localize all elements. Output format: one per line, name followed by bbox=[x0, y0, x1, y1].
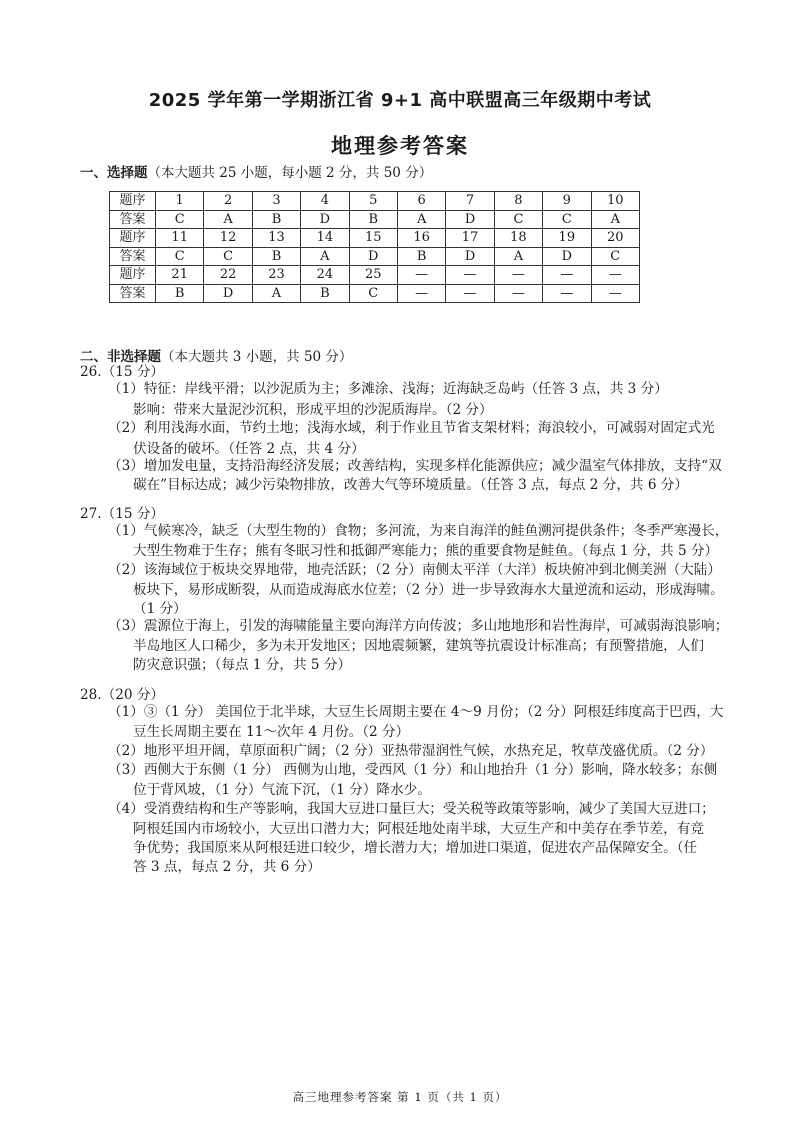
table-row-question-numbers bbox=[110, 266, 640, 285]
table-cell: D bbox=[446, 247, 494, 266]
section1-heading bbox=[80, 161, 432, 181]
table-cell: 25 bbox=[349, 266, 397, 285]
table-row-answers bbox=[110, 247, 640, 266]
q27-line: （2）该海域位于板块交界地带，地壳活跃；（2 分）南侧太平洋（大洋）板块俯冲到北侧美洲（大陆） bbox=[108, 562, 721, 578]
table-cell: D bbox=[204, 284, 252, 303]
table-cell: B bbox=[252, 210, 300, 229]
q28-line: 争优势；我国原来从阿根廷进口较少，增长潜力大；增加进口渠道，促进农产品保障安全。（任 bbox=[133, 840, 698, 856]
q27-line: 半岛地区人口稀少，多为未开发地区；因地震频繁，建筑等抗震设计标准高；有预警措施，人们 bbox=[133, 638, 704, 654]
table-cell: 18 bbox=[494, 229, 542, 248]
table-cell: 16 bbox=[397, 229, 445, 248]
table-cell: — bbox=[397, 266, 445, 285]
q26-line: （3）增加发电量，支持沿海经济发展；改善结构，实现多样化能源供应；减少温室气体排放，支持“双 bbox=[108, 458, 722, 474]
q26-line: （2）利用浅海水面，节约土地；浅海水域，利于作业且节省支架材料；海浪较小，可减弱对固定式光 bbox=[108, 420, 715, 436]
table-cell: B bbox=[397, 247, 445, 266]
section1-label: 一、选择题 bbox=[80, 165, 148, 181]
table-cell: — bbox=[494, 266, 542, 285]
table-cell: 6 bbox=[397, 192, 445, 211]
table-cell: 17 bbox=[446, 229, 494, 248]
q26-number: 26.（15 分） bbox=[80, 364, 165, 380]
table-cell: 8 bbox=[494, 192, 542, 211]
table-row-header: 题序 bbox=[110, 229, 156, 248]
table-cell: A bbox=[301, 247, 349, 266]
table-cell: 21 bbox=[156, 266, 204, 285]
q27-line: 大型生物难于生存；熊有冬眠习性和抵御严寒能力；熊的重要食物是鲑鱼。（每点 1 分，共 5 分） bbox=[133, 543, 719, 559]
table-cell: C bbox=[204, 247, 252, 266]
section2-label: 二、非选择题 bbox=[80, 349, 161, 365]
table-cell: 23 bbox=[252, 266, 300, 285]
table-cell: 22 bbox=[204, 266, 252, 285]
table-cell: — bbox=[591, 266, 639, 285]
table-cell: A bbox=[252, 284, 300, 303]
table-cell: C bbox=[494, 210, 542, 229]
table-cell: A bbox=[591, 210, 639, 229]
q26-line: 碳在”目标达成；减少污染物排放，改善大气等环境质量。（任答 3 点，每点 2 分，共 6 分） bbox=[133, 477, 688, 493]
table-cell: D bbox=[349, 247, 397, 266]
table-row-header: 题序 bbox=[110, 192, 156, 211]
table-cell: B bbox=[156, 284, 204, 303]
table-cell: 11 bbox=[156, 229, 204, 248]
table-cell: A bbox=[397, 210, 445, 229]
table-cell: D bbox=[446, 210, 494, 229]
q26-line: （1）特征：岸线平滑；以沙泥质为主；多滩涂、浅海；近海缺乏岛屿（任答 3 点，共 3 分） bbox=[108, 381, 668, 397]
q27-line: 板块下，易形成断裂，从而造成海底水位差；（2 分）进一步导致海水大量逆流和运动，形成海啸。 bbox=[133, 582, 724, 598]
table-cell: 10 bbox=[591, 192, 639, 211]
section1-note: （本大题共 25 小题，每小题 2 分，共 50 分） bbox=[147, 165, 433, 181]
table-cell: B bbox=[349, 210, 397, 229]
table-cell: — bbox=[446, 266, 494, 285]
table-cell: 15 bbox=[349, 229, 397, 248]
q28-line: 阿根廷国内市场较小，大豆出口潜力大；阿根廷地处南半球，大豆生产和中美存在季节差，有竞 bbox=[133, 821, 704, 837]
table-cell: A bbox=[494, 247, 542, 266]
table-cell: C bbox=[543, 210, 591, 229]
table-cell: 13 bbox=[252, 229, 300, 248]
table-cell: 24 bbox=[301, 266, 349, 285]
q28-line: 位于背风坡，（1 分）气流下沉，（1 分）降水少。 bbox=[133, 782, 431, 798]
q28-line: 答 3 点，每点 2 分，共 6 分） bbox=[133, 859, 321, 875]
table-row-question-numbers bbox=[110, 229, 640, 248]
table-cell: 9 bbox=[543, 192, 591, 211]
q26-line: 伏设备的破坏。（任答 2 点，共 4 分） bbox=[133, 441, 365, 457]
q27-line: 防灾意识强；（每点 1 分，共 5 分） bbox=[133, 657, 352, 673]
q28-number: 28.（20 分） bbox=[80, 687, 165, 703]
table-row-answers bbox=[110, 210, 640, 229]
table-cell: 20 bbox=[591, 229, 639, 248]
table-cell: C bbox=[349, 284, 397, 303]
table-cell: 7 bbox=[446, 192, 494, 211]
exam-title: 2025 学年第一学期浙江省 9+1 高中联盟高三年级期中考试 bbox=[148, 90, 652, 111]
q28-line: （1）③（1 分） 美国位于北半球，大豆生长周期主要在 4～9 月份；（2 分）阿根廷纬度高于巴西，大 bbox=[108, 704, 724, 720]
q27-number: 27.（15 分） bbox=[80, 506, 165, 522]
table-cell: 3 bbox=[252, 192, 300, 211]
table-cell: C bbox=[156, 247, 204, 266]
table-cell: 19 bbox=[543, 229, 591, 248]
q27-line: （1 分） bbox=[133, 601, 187, 617]
table-cell: B bbox=[252, 247, 300, 266]
table-cell: 2 bbox=[204, 192, 252, 211]
table-cell: A bbox=[204, 210, 252, 229]
table-cell: — bbox=[397, 284, 445, 303]
table-cell: — bbox=[591, 284, 639, 303]
q28-line: （2）地形平坦开阔，草原面积广阔；（2 分）亚热带湿润性气候，水热充足，牧草茂盛优质。（2 分） bbox=[108, 743, 714, 759]
table-cell: D bbox=[543, 247, 591, 266]
table-row-header: 答案 bbox=[110, 247, 156, 266]
table-row-header: 题序 bbox=[110, 266, 156, 285]
q26-line: 影响：带来大量泥沙沉积，形成平坦的沙泥质海岸。（2 分） bbox=[133, 402, 493, 418]
q27-line: （3）震源位于海上，引发的海啸能量主要向海洋方向传波；多山地地形和岩性海岸，可减弱海浪影响； bbox=[108, 618, 729, 634]
table-cell: C bbox=[156, 210, 204, 229]
q28-line: （4）受消费结构和生产等影响，我国大豆进口量巨大；受关税等政策等影响，减少了美国大豆进口； bbox=[108, 801, 715, 817]
table-cell: D bbox=[301, 210, 349, 229]
table-row-header: 答案 bbox=[110, 210, 156, 229]
table-cell: — bbox=[543, 284, 591, 303]
table-cell: B bbox=[301, 284, 349, 303]
table-row-answers bbox=[110, 284, 640, 303]
q27-line: （1）气候寒冷，缺乏（大型生物的）食物；多河流，为来自海洋的鲑鱼溯河提供条件；冬季严寒漫长， bbox=[108, 523, 729, 539]
table-row-question-numbers bbox=[110, 192, 640, 211]
table-cell: 1 bbox=[156, 192, 204, 211]
table-cell: — bbox=[494, 284, 542, 303]
table-cell: 4 bbox=[301, 192, 349, 211]
q28-line: （3）西侧大于东侧（1 分） 西侧为山地，受西风（1 分）和山地抬升（1 分）影响，降水较多；东侧 bbox=[108, 762, 718, 778]
q28-line: 豆生长周期主要在 11～次年 4 月份。（2 分） bbox=[133, 724, 410, 740]
table-cell: 12 bbox=[204, 229, 252, 248]
section2-note: （本大题共 3 小题，共 50 分） bbox=[161, 349, 353, 365]
page-footer: 高三地理参考答案 第 1 页（共 1 页） bbox=[292, 1090, 508, 1104]
table-cell: C bbox=[591, 247, 639, 266]
table-cell: 5 bbox=[349, 192, 397, 211]
document-subtitle: 地理参考答案 bbox=[331, 134, 469, 158]
answer-table bbox=[109, 191, 640, 303]
table-cell: — bbox=[543, 266, 591, 285]
table-cell: 14 bbox=[301, 229, 349, 248]
table-row-header: 答案 bbox=[110, 284, 156, 303]
table-cell: — bbox=[446, 284, 494, 303]
